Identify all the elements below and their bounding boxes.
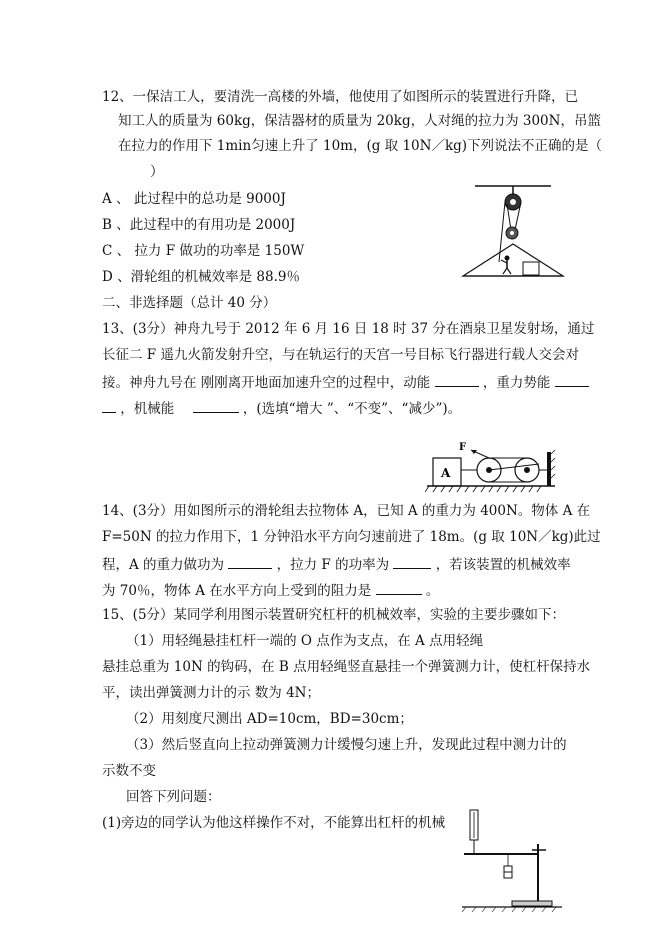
q14-line-4-text-b: 。 [425, 583, 440, 599]
q13-line-4-text-b: ，(选填“增大 ”、“不变”、“减少”)。 [242, 401, 462, 417]
mechanical-energy-blank[interactable] [193, 398, 239, 413]
q15-answer-prompt: 回答下列问题： [126, 789, 221, 805]
q13-line-1: 13、(3分）神舟九号于 2012 年 6 月 16 日 18 时 37 分在酒泉卫星发射场，通过 [102, 321, 595, 337]
resistance-blank[interactable] [376, 580, 422, 595]
q13-line-4-text-a: ，机械能 [120, 401, 175, 417]
q15-step-1-b: 悬挂总重为 10N 的钩码，在 B 点用轻绳竖直悬挂一个弹簧测力计，使杠杆保持水 [102, 659, 591, 675]
q14-line-1: 14、(3分）用如图所示的滑轮组去拉物体 A，已知 A 的重力为 400N。物体 A 在 [102, 503, 591, 519]
q12-line-3: 在拉力的作用下 1min匀速上升了 10m，(g 取 10N／kg)下列说法不正确的是（ [118, 138, 603, 154]
power-blank[interactable] [393, 554, 431, 569]
q12-option-a: A 、 此过程中的总功是 9000J [102, 191, 286, 207]
q15-step-1-a: （1）用轻绳悬挂杠杆一端的 O 点作为支点，在 A 点用轻绳 [126, 633, 484, 649]
q15-step-3-b: 示数不变 [102, 763, 156, 779]
kinetic-energy-blank[interactable] [435, 372, 479, 387]
q14-line-3-text-c: ，若该装置的机械效率 [435, 557, 571, 573]
q12-line-1: 12、一保洁工人，要清洗一高楼的外墙，他使用了如图所示的装置进行升降，已 [102, 89, 579, 105]
q14-line-3-text-a: 程，A 的重力做功为 [102, 557, 225, 573]
q13-line-3-text-a: 接。神舟九号在 刚刚离开地面加速升空的过程中，动能 [102, 375, 431, 391]
q15-subquestion-1: (1)旁边的同学认为他这样操作不对，不能算出杠杆的机械 [102, 815, 446, 831]
q15-step-2: （2）用刻度尺测出 AD=10cm，BD=30cm； [126, 711, 413, 727]
q14-line-3-text-b: ，拉力 F 的功率为 [276, 557, 390, 573]
potential-energy-blank[interactable] [555, 372, 589, 387]
q13-line-3-text-b: ，重力势能 [482, 375, 551, 391]
q12-line-4: ） [150, 164, 164, 180]
gravity-work-blank[interactable] [228, 554, 272, 569]
q15-line-1: 15、(5分）某同学利用图示装置研究杠杆的机械效率，实验的主要步骤如下： [102, 607, 566, 623]
q12-line-2: 知工人的质量为 60kg，保洁器材的质量为 20kg，人对绳的拉力为 300N，吊篮 [118, 113, 601, 129]
force-f-label: F [459, 442, 467, 453]
q15-step-1-c: 平，读出弹簧测力计的示 数为 4N； [102, 685, 320, 701]
potential-energy-blank-cont[interactable] [102, 398, 116, 413]
pulley-block-figure [425, 440, 560, 496]
pulley-gondola-figure [455, 180, 570, 280]
q13-line-2: 长征二 F 遥九火箭发射升空，与在轨运行的天宫一号目标飞行器进行载人交会对 [102, 347, 579, 363]
q14-line-4 [102, 580, 439, 600]
q13-line-3 [102, 372, 589, 392]
q15-step-3-a: （3）然后竖直向上拉动弹簧测力计缓慢匀速上升，发现此过程中测力计的 [126, 737, 567, 753]
q12-option-b: B 、此过程中的有用功是 2000J [102, 217, 296, 233]
q14-line-2: F=50N 的拉力作用下，1 分钟沿水平方向匀速前进了 18m。(g 取 10N／kg)此过 [102, 529, 601, 545]
section-2-heading: 二、非选择题（总计 40 分） [102, 295, 277, 311]
block-a-label: A [441, 466, 451, 480]
lever-experiment-figure [462, 808, 562, 912]
q14-line-3 [102, 554, 571, 574]
q13-line-4 [102, 398, 461, 418]
q14-line-4-text-a: 为 70％，物体 A 在水平方向上受到的阻力是 [102, 583, 372, 599]
q12-option-d: D 、滑轮组的机械效率是 88.9％ [102, 269, 300, 285]
q12-option-c: C 、 拉力 F 做功的功率是 150W [102, 243, 305, 259]
